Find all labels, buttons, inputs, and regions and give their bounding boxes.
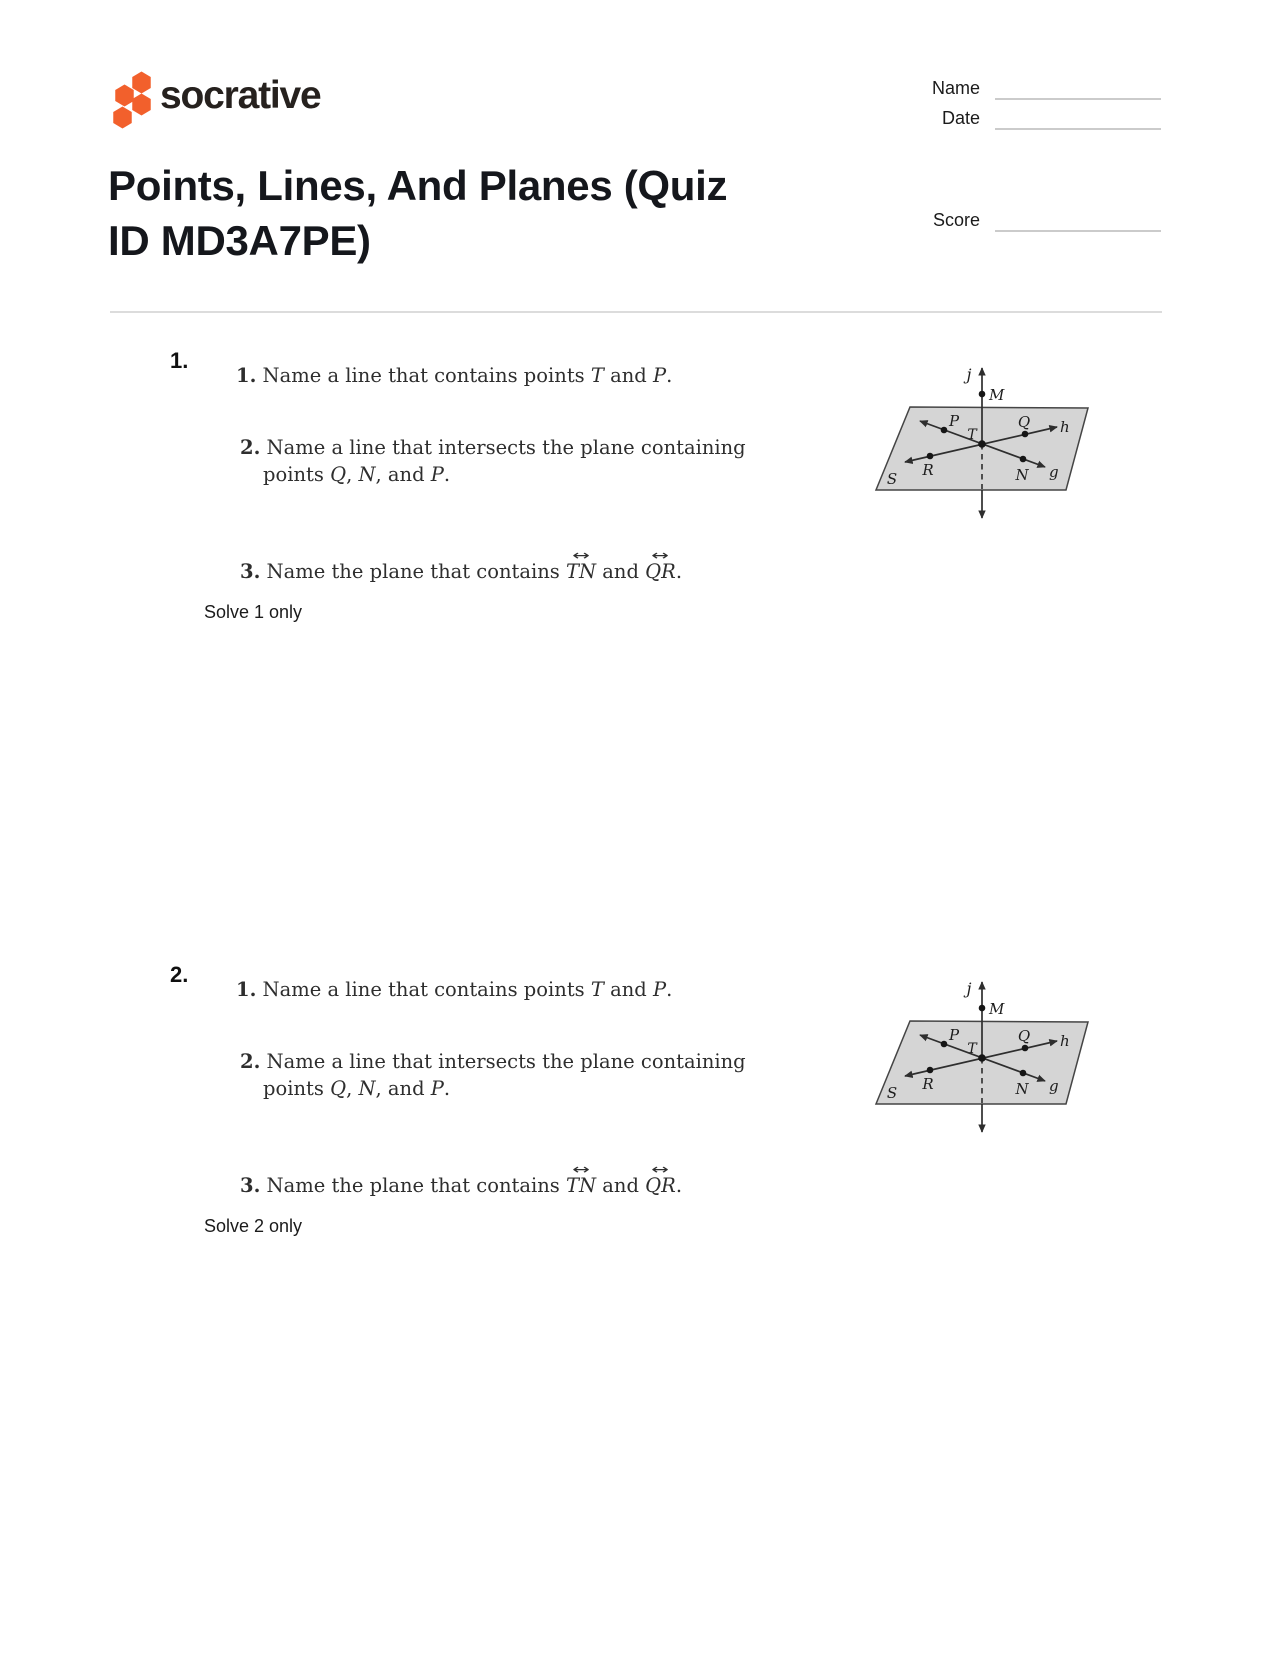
header-divider [110, 311, 1162, 313]
line-notation-arrow-icon: ↔ [572, 1162, 590, 1178]
sub-question-1: 1. Name a line that contains points T and P. [236, 364, 673, 387]
point-dot [1020, 456, 1027, 463]
diagram-label-h: h [1060, 418, 1070, 436]
diagram-label-P: P [948, 1026, 960, 1044]
diagram-label-P: P [948, 412, 960, 430]
diagram-label-M: M [989, 386, 1005, 404]
hexagon-icon [114, 84, 135, 107]
plane-figure-svg [860, 348, 1100, 533]
point-dot [941, 427, 948, 434]
sub-question-3: 3. Name the plane that contains ↔ TN and ↔ QR. [240, 558, 682, 585]
line-notation-arrow-icon: ↔ [651, 548, 670, 564]
point-dot [978, 1054, 986, 1062]
sub-question-2: 2. Name a line that intersects the plane containing points Q, N, and P. [240, 436, 746, 486]
diagram-label-j: j [966, 979, 972, 998]
diagram-label-S: S [886, 470, 898, 488]
date-label: Date [941, 108, 980, 128]
plane-geometry-diagram [860, 348, 1100, 533]
question-block-1 [0, 340, 1275, 650]
hexagon-icon [112, 106, 133, 129]
socrative-logo-icon [108, 68, 158, 130]
sub-question-2: 2. Name a line that intersects the plane containing points Q, N, and P. [240, 1050, 746, 1100]
score-blank-line [995, 210, 1161, 232]
score-label: Score [932, 210, 980, 230]
point-dot [979, 1005, 986, 1012]
date-blank-line [995, 108, 1161, 130]
hexagon-icon [131, 93, 152, 116]
diagram-label-T: T [967, 1041, 977, 1057]
point-dot [1022, 1045, 1029, 1052]
point-dot [979, 391, 986, 398]
diagram-label-M: M [989, 1000, 1005, 1018]
plane-geometry-diagram [860, 962, 1100, 1147]
brand-wordmark: socrative [160, 74, 321, 117]
point-dot [927, 453, 934, 460]
question-number: 2. [170, 962, 189, 987]
point-dot [941, 1041, 948, 1048]
diagram-label-R: R [922, 1075, 934, 1093]
diagram-label-Q: Q [1017, 1027, 1031, 1045]
point-dot [1022, 431, 1029, 438]
line-notation-arrow-icon: ↔ [651, 1162, 670, 1178]
diagram-label-Q: Q [1017, 413, 1031, 431]
diagram-label-R: R [922, 461, 934, 479]
hexagon-icon [131, 71, 152, 94]
line-notation-arrow-icon: ↔ [572, 548, 590, 564]
solve-note: Solve 1 only [204, 602, 303, 622]
point-dot [1020, 1070, 1027, 1077]
solve-note: Solve 2 only [204, 1216, 303, 1236]
page-title-line1: Points, Lines, And Planes (Quiz [108, 162, 728, 209]
diagram-label-N: N [1015, 1080, 1029, 1098]
question-number: 1. [170, 348, 189, 373]
diagram-label-g: g [1049, 463, 1059, 481]
diagram-label-T: T [967, 427, 977, 443]
name-blank-line [995, 78, 1161, 100]
point-dot [978, 440, 986, 448]
diagram-label-N: N [1015, 466, 1029, 484]
sub-question-3: 3. Name the plane that contains ↔ TN and ↔ QR. [240, 1172, 682, 1199]
diagram-label-S: S [886, 1084, 898, 1102]
page-title-line2: ID MD3A7PE) [108, 217, 371, 264]
question-block-2 [0, 954, 1275, 1264]
diagram-label-j: j [966, 365, 972, 384]
page-title [108, 158, 868, 268]
diagram-label-h: h [1060, 1032, 1070, 1050]
plane-figure-svg [860, 962, 1100, 1147]
diagram-label-g: g [1049, 1077, 1059, 1095]
name-label: Name [931, 78, 980, 98]
point-dot [927, 1067, 934, 1074]
sub-question-1: 1. Name a line that contains points T and P. [236, 978, 673, 1001]
